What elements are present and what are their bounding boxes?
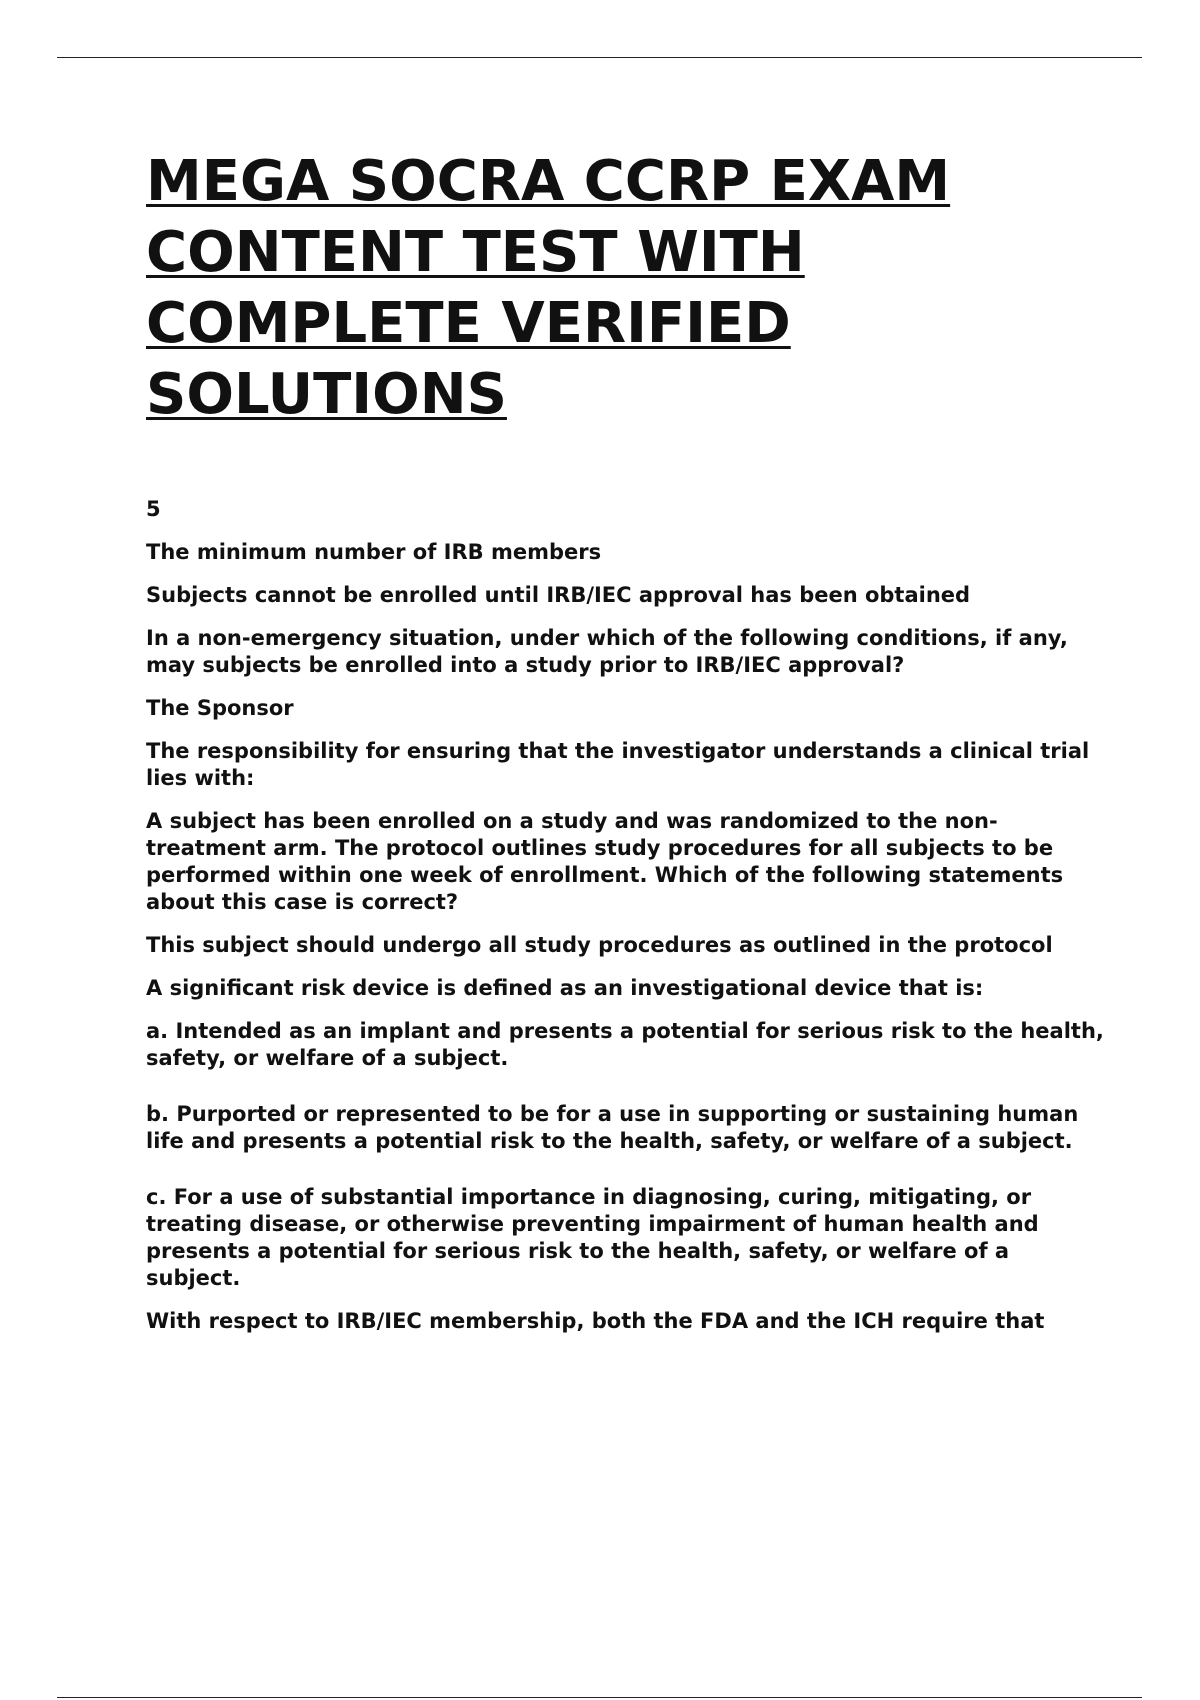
title-line-3: COMPLETE VERIFIED (146, 291, 791, 356)
answer-text: 5 (146, 497, 161, 521)
question-answer-list (146, 496, 1106, 1335)
answer-text: Subjects cannot be enrolled until IRB/IEC approval has been obtained (146, 583, 971, 607)
question-text: The minimum number of IRB members (146, 540, 602, 564)
answer-text: This subject should undergo all study procedures as outlined in the protocol (146, 933, 1053, 957)
title-line-1: MEGA SOCRA CCRP EXAM (146, 149, 951, 214)
title-line-2: CONTENT TEST WITH (146, 220, 805, 285)
question-text: In a non-emergency situation, under which of the following conditions, if any, may subjects be enrolled into a study prior to IRB/IEC approval? (146, 626, 1068, 677)
question-text: The responsibility for ensuring that the investigator understands a clinical trial lies with: (146, 739, 1090, 790)
answer-option: c. For a use of substantial importance in diagnosing, curing, mitigating, or treating disease, or otherwise preventing impairment of human health and presents a potential for serious risk to the health, safety, or welfare of a subject. (146, 1185, 1039, 1290)
answer-option: b. Purported or represented to be for a use in supporting or sustaining human life and presents a potential risk to the health, safety, or welfare of a subject. (146, 1102, 1079, 1153)
top-rule (57, 57, 1142, 58)
answer-option: a. Intended as an implant and presents a potential for serious risk to the health, safety, or welfare of a subject. (146, 1019, 1104, 1070)
title-line-4: SOLUTIONS (146, 362, 507, 427)
document-title (146, 146, 1006, 430)
question-text: A significant risk device is defined as an investigational device that is: (146, 976, 984, 1000)
document-body (146, 146, 1106, 1351)
bottom-rule (57, 1697, 1142, 1698)
question-text: A subject has been enrolled on a study and was randomized to the non-treatment arm. The protocol outlines study procedures for all subjects to be performed within one week of enrollment. Which of the following statements about this case is correct? (146, 809, 1064, 914)
answer-text: The Sponsor (146, 696, 294, 720)
question-text: With respect to IRB/IEC membership, both the FDA and the ICH require that (146, 1309, 1045, 1333)
